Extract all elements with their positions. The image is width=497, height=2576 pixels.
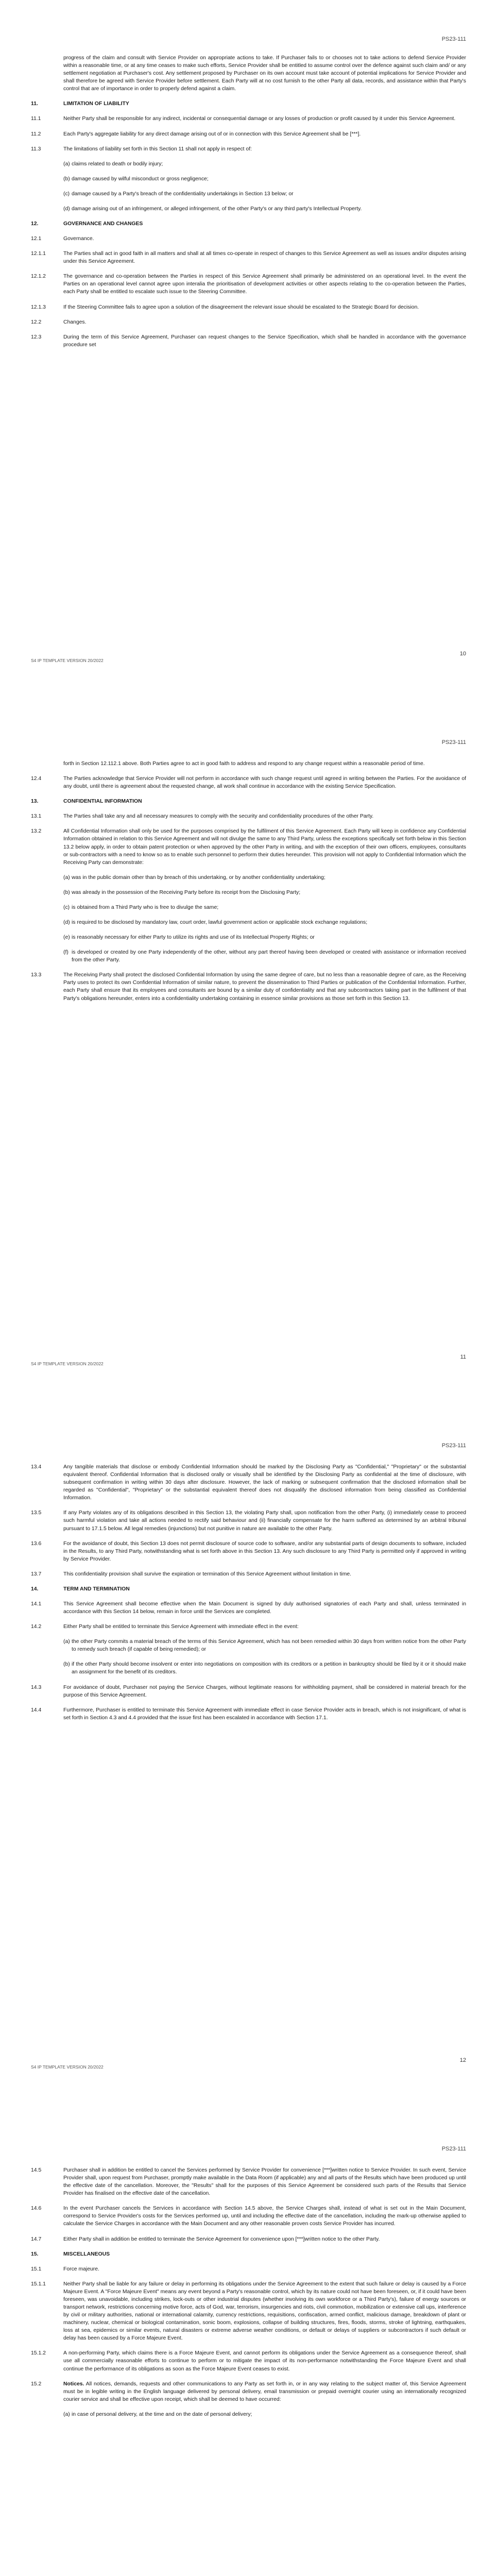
- document-reference: PS23-111: [441, 1443, 466, 1449]
- list-item: [63, 205, 466, 213]
- clause-13-6: [31, 1540, 466, 1563]
- list-text: is obtained from a Third Party who is free to divulge the same;: [72, 904, 219, 910]
- clause-number: 15.1.1: [31, 2281, 46, 2287]
- clause-15-2: [31, 2380, 466, 2403]
- list-label: (f): [63, 950, 68, 956]
- clause-number: 15.1.2: [31, 2350, 46, 2357]
- section-number: 15.: [31, 2251, 39, 2257]
- list-item: [63, 175, 466, 183]
- clause-11-2: [31, 130, 466, 138]
- page-number: 11: [460, 1354, 466, 1360]
- clause-number: 12.1.1: [31, 251, 46, 257]
- section-title: CONFIDENTIAL INFORMATION: [63, 799, 142, 805]
- clause-number: 14.7: [31, 2236, 42, 2242]
- list-text: in case of personal delivery, at the time and on the date of personal delivery;: [72, 2411, 252, 2417]
- page-11: [0, 703, 497, 1406]
- list-label: (c): [63, 904, 70, 910]
- clause-number: 12.1.2: [31, 274, 46, 280]
- clause-12-2: [31, 318, 466, 326]
- clause-text: Neither Party shall be responsible for any indirect, incidental or consequential damage or any losses of production or profit caused by it under this Service Agreement.: [63, 116, 456, 122]
- clause-number: 12.1: [31, 236, 42, 242]
- list-text: damage caused by a Party's breach of the confidentiality undertakings in Section 13 below; or: [72, 191, 294, 197]
- clause-14-1: [31, 1600, 466, 1616]
- section-12-heading: [31, 220, 466, 228]
- document-reference: PS23-111: [441, 2146, 466, 2152]
- list-text: damage caused by wilful misconduct or gross negligence;: [72, 176, 209, 182]
- clause-text: The governance and co-operation between the Parties in respect of this Service Agreement shall primarily be administered on an operational level. In the event the Parties on an operational level cannot agree upon interalia the prioritisation of development activities or other aspects relating to the co-operation between the Parties, each Party shall be entitled to escalate such issue to the Steering Committee.: [63, 274, 466, 295]
- clause-text: All Confidential Information shall only be used for the purposes comprised by the fulfilment of this Service Agreement. Each Party will keep in confidence any Confidential Information obtained in relation to this Service Agreement and will not divulge the same to any Third Party, unless the exceptions specifically set forth below in this Section 13.2 below apply, in order to obtain patent protection or when approved by the other Party in writing, and with the exception of their own officers, employees, consultants or sub-contractors with a need to know so as to enable such personnel to perform their duties hereunder. This provision will not apply to Confidential Information which the Receiving Party can demonstrate:: [63, 828, 466, 866]
- clause-text: Each Party's aggregate liability for any direct damage arising out of or in connection with this Service Agreement shall be [***].: [63, 131, 361, 137]
- list-text: was already in the possession of the Receiving Party before its receipt from the Disclosing Party;: [72, 889, 301, 895]
- list-item: [63, 160, 466, 168]
- section-number: 13.: [31, 799, 39, 805]
- clause-text: [63, 2380, 466, 2403]
- list-item: [63, 2411, 466, 2418]
- clause-15-1-2: [31, 2349, 466, 2372]
- section-number: 12.: [31, 221, 39, 227]
- clause-number: 13.6: [31, 1540, 42, 1547]
- clause-number: 14.6: [31, 2206, 42, 2212]
- clause-number: 13.5: [31, 1510, 42, 1516]
- clause-number: 13.2: [31, 828, 42, 835]
- page-content: [31, 1463, 466, 1729]
- clause-12-1: [31, 235, 466, 243]
- list-label: (a): [63, 874, 70, 880]
- document-reference: PS23-111: [441, 36, 466, 42]
- section-13-heading: [31, 798, 466, 805]
- clause-number: 15.1: [31, 2266, 42, 2272]
- clause-number: 13.7: [31, 1571, 42, 1577]
- list-text: was in the public domain other than by breach of this undertaking, or by another confidentiality undertaking;: [72, 874, 325, 880]
- list-text: damage arising out of an infringement, or alleged infringement, of the other Party's or any third party's Intellectual Property.: [72, 206, 362, 212]
- list-text: the other Party commits a material breach of the terms of this Service Agreement, which has not been remedied within 30 days from written notice from the other Party to remedy such breach (if capable of being remedied); or: [72, 1639, 466, 1653]
- clause-11-1: [31, 115, 466, 123]
- clause-number: 15.2: [31, 2381, 42, 2387]
- list-item: [63, 934, 466, 941]
- section-number: 11.: [31, 101, 38, 107]
- clause-13-3: [31, 971, 466, 1002]
- clause-text: Neither Party shall be liable for any failure or delay in performing its obligations under the Service Agreement to the extent that such failure or delay is caused by a Force Majeure Event. A "Force Majeure Event" means any event beyond a Party's reasonable control, which by its nature could not have been foreseen, or, if it could have been foreseen, was unavoidable, including strikes, lock-outs or other industrial disputes (whether involving its own workforce or a Third Party's), failure of energy sources or transport network, restrictions concerning motive force, acts of God, war, terrorism, insurgencies and riots, civil commotion, mobilization or extensive call ups, interference by civil or military authorities, national or international calamity, currency restrictions, requisitions, confiscation, armed conflict, malicious damage, breakdown of plant or machinery, nuclear, chemical or biological contamination, sonic boom, explosions, collapse of building structures, fires, floods, storms, stroke of lightning, earthquakes, loss at sea, epidemics or similar events, natural disasters or extreme adverse weather conditions, or default or delays of suppliers or subcontractors if such default or delay has been caused by a Force Majeure Event.: [63, 2281, 466, 2342]
- list-text: if the other Party should become insolvent or enter into negotiations on composition with its creditors or a petition in bankruptcy should be filed by it or it should make an assignment for the benefit of its creditors.: [72, 1662, 466, 1675]
- clause-number: 13.3: [31, 972, 42, 978]
- clause-number: 11.1: [31, 116, 41, 122]
- list-label: (e): [63, 935, 70, 941]
- clause-text: A non-performing Party, which claims there is a Force Majeure Event, and cannot perform its obligations under the Service Agreement as a consequence thereof, shall use all commercially reasonable efforts to continue to perform or to mitigate the impact of its non-performance notwithstanding the Force Majeure Event and shall continue the performance of its obligations as soon as the Force Majeure Event ceases to exist.: [63, 2350, 466, 2372]
- clause-number: 13.1: [31, 814, 42, 820]
- clause-text: The Receiving Party shall protect the disclosed Confidential Information by using the same degree of care, but no less than a reasonable degree of care, as the Receiving Party uses to protect its own Confidential Information of similar nature, to prevent the dissemination to Third Parties or publication of the Confidential Information. Further, each Party shall ensure that its employees and consultants are bound by a similar duty of confidentiality and that any subcontractors taking part in the fulfilment of that Party's obligations hereunder, enters into a confidentiality undertaking containing in essence similar provisions as those set forth in this Section 13.: [63, 972, 466, 1002]
- template-version: S4 IP TEMPLATE VERSION 20/2022: [31, 2064, 104, 2070]
- clause-14-5: [31, 2166, 466, 2197]
- clause-number: 13.4: [31, 1464, 42, 1470]
- page-content: [31, 2166, 466, 2426]
- clause-text: Governance.: [63, 236, 94, 242]
- section-title: TERM AND TERMINATION: [63, 1586, 130, 1592]
- clause-13-7: [31, 1570, 466, 1578]
- clause-14-3: [31, 1684, 466, 1699]
- list-label: (d): [63, 920, 70, 926]
- clause-number: 11.2: [31, 131, 41, 137]
- clause-14-7: [31, 2235, 466, 2243]
- clause-text: Furthermore, Purchaser is entitled to terminate this Service Agreement with immediate effect in case Service Provider acts in breach, which is not insignificant, of what is set forth in Section 4.3 and 4.4 provided that the issue first has been escalated in accordance with Section 17.1.: [63, 1707, 466, 1721]
- clause-15-1-1: [31, 2280, 466, 2343]
- clause-15-1: [31, 2265, 466, 2273]
- list-text: is required to be disclosed by mandatory law, court order, lawful government action or applicable stock exchange regulations;: [72, 920, 368, 926]
- clause-text: Either Party shall be entitled to terminate this Service Agreement with immediate effect in the event:: [63, 1624, 299, 1630]
- list-item: [63, 948, 466, 964]
- clause-text: If the Steering Committee fails to agree upon a solution of the disagreement the relevant issue should be escalated to the Strategic Board for decision.: [63, 304, 419, 310]
- list-text: is reasonably necessary for either Party to utilize its rights and use of its Intellectual Property Rights; or: [72, 935, 315, 941]
- clause-13-4: [31, 1463, 466, 1502]
- section-15-heading: [31, 2250, 466, 2258]
- clause-text: If any Party violates any of its obligations described in this Section 13, the violating Party shall, upon notification from the other Party, (i) immediately cease to proceed such harmful violation and take all actions needed to rectify said behaviour and (ii) financially compensate for the harm suffered as determined by an arbitral tribunal pursuant to 17.1.5 below. All legal remedies (injunctions) but not punitive in nature are available to the other Party.: [63, 1510, 466, 1532]
- clause-text: The Parties acknowledge that Service Provider will not perform in accordance with such change request until agreed in writing between the Parties. For the avoidance of any doubt, until there is agreement about the requested change, all work shall continue in accordance with the existing Service Specification.: [63, 776, 466, 790]
- clause-text: The Parties shall take any and all necessary measures to comply with the security and confidentiality procedures of the other Party.: [63, 814, 374, 820]
- list-item: [63, 874, 466, 882]
- continued-paragraph: progress of the claim and consult with Service Provider on appropriate actions to take. If Purchaser fails to or chooses not to take actions to defend Service Provider within a reasonable time, or at any time ceases to make such efforts, Service Provider shall be entitled to assume control over the defence against such claim and/ or any settlement negotiation at Purchaser's cost. Any settlement proposed by Purchaser on its own account must take account of potential implications for Service Provider and shall therefore be agreed with Service Provider before settlement. Each Party will at no cost furnish to the other Party all data, records, and assistance within that Party's control that are of importance in order to properly defend against a claim.: [63, 55, 466, 92]
- list-label: (d): [63, 206, 70, 212]
- clause-12-1-3: [31, 303, 466, 311]
- list-item: [63, 1660, 466, 1676]
- clause-bold-lead: Notices.: [63, 2381, 84, 2387]
- clause-number: 14.3: [31, 1684, 42, 1690]
- clause-number: 12.3: [31, 334, 42, 340]
- page-12: [0, 1406, 497, 2110]
- page-number: 12: [459, 2057, 466, 2063]
- clause-number: 12.4: [31, 776, 42, 782]
- clause-text: This confidentiality provision shall survive the expiration or termination of this Service Agreement without limitation in time.: [63, 1571, 352, 1577]
- clause-text: During the term of this Service Agreement, Purchaser can request changes to the Service Specification, which shall be handled in accordance with the governance procedure set: [63, 334, 466, 348]
- list-item: [63, 190, 466, 198]
- clause-number: 11.3: [31, 146, 41, 152]
- list-item: [63, 1638, 466, 1653]
- clause-13-5: [31, 1509, 466, 1532]
- clause-text: The limitations of liability set forth in this Section 11 shall not apply in respect of:: [63, 146, 252, 152]
- clause-11-3: [31, 145, 466, 153]
- section-title: MISCELLANEOUS: [63, 2251, 110, 2257]
- list-label: (a): [63, 161, 70, 167]
- section-number: 14.: [31, 1586, 39, 1592]
- list-text: claims related to death or bodily injury;: [72, 161, 163, 167]
- section-title: LIMITATION OF LIABILITY: [63, 101, 129, 107]
- clause-14-4: [31, 1706, 466, 1722]
- clause-14-2: [31, 1623, 466, 1631]
- page-content: [31, 760, 466, 1010]
- clause-number: 14.4: [31, 1707, 42, 1713]
- document-reference: PS23-111: [441, 739, 466, 745]
- page-13: [0, 2110, 497, 2576]
- clause-12-1-1: [31, 250, 466, 265]
- list-text: is developed or created by one Party independently of the other, without any part thereof having been developed or created with assistance or information received from the other Party.: [72, 950, 466, 963]
- clause-number: 12.2: [31, 319, 42, 325]
- clause-number: 14.2: [31, 1624, 42, 1630]
- clause-14-6: [31, 2205, 466, 2228]
- list-label: (a): [63, 2411, 70, 2417]
- section-14-heading: [31, 1585, 466, 1593]
- clause-body: All notices, demands, requests and other communications to any Party as set forth in, or in any way relating to the subject matter of, this Service Agreement must be in legible writing in the English language delivered by personal delivery, email transmission or prepaid overnight courier using an internationally recognized courier service and shall be effective upon receipt, which shall be deemed to have occurred:: [63, 2381, 466, 2402]
- clause-13-2: [31, 827, 466, 866]
- list-label: (b): [63, 889, 70, 895]
- clause-text: Any tangible materials that disclose or embody Confidential Information should be marked by the Disclosing Party as "Confidential," "Proprietary" or the substantial equivalent thereof. Confidential Information that is disclosed orally or visually shall be identified by the Disclosing Party as confidential at the time of disclosure, with subsequent confirmation in writing within 30 days after disclosure. However, the lack of marking or subsequent confirmation that the disclosed information shall be regarded as "Confidential", "Proprietary" or the substantial equivalent thereof does not disqualify the disclosed information from being classified as Confidential Information.: [63, 1464, 466, 1501]
- clause-text: The Parties shall act in good faith in all matters and shall at all times co-operate in respect of changes to this Service Agreement as well as issues and/or disputes arising under this Service Agreement.: [63, 251, 466, 265]
- list-item: [63, 889, 466, 896]
- clause-text: For the avoidance of doubt, this Section 13 does not permit disclosure of source code to software, and/or any substantial parts of design documents to software, included in the Results, to any Third Party, notwithstanding what is set forth above in this Section 13. Any such disclosure to any Third Party is permitted only if approved in writing by Service Provider.: [63, 1540, 466, 1562]
- clause-number: 14.5: [31, 2167, 42, 2173]
- clause-text: Force majeure.: [63, 2266, 99, 2272]
- clause-number: 12.1.3: [31, 304, 46, 310]
- continued-paragraph: forth in Section 12.112.1 above. Both Parties agree to act in good faith to address and respond to any change request within a reasonable period of time.: [63, 761, 425, 767]
- page-content: [31, 54, 466, 356]
- clause-text: Either Party shall in addition be entitled to terminate the Service Agreement for convenience upon [***]written notice to the other Party.: [63, 2236, 380, 2242]
- list-item: [63, 904, 466, 911]
- template-version: S4 IP TEMPLATE VERSION 20/2022: [31, 1361, 104, 1366]
- page-number: 10: [459, 651, 466, 657]
- clause-12-4: [31, 775, 466, 790]
- clause-text: Changes.: [63, 319, 87, 325]
- clause-13-1: [31, 812, 466, 820]
- list-item: [63, 919, 466, 926]
- list-label: (a): [63, 1639, 70, 1645]
- list-label: (b): [63, 1662, 70, 1668]
- clause-text: In the event Purchaser cancels the Services in accordance with Section 14.5 above, the Service Charges shall, instead of what is set out in the Main Document, correspond to Service Provider's costs for the Services performed up, until and including the effective date of the cancellation, including the mark-up otherwise applied to calculate the Service Charges in accordance with the Main Document and any other reasonable proven costs Service Provider has incurred.: [63, 2206, 466, 2227]
- list-label: (c): [63, 191, 70, 197]
- section-title: GOVERNANCE AND CHANGES: [63, 221, 143, 227]
- section-11-heading: [31, 100, 466, 108]
- clause-text: For avoidance of doubt, Purchaser not paying the Service Charges, without legitimate reasons for withholding payment, shall be considered in material breach for the purpose of this Service Agreement.: [63, 1684, 466, 1698]
- clause-12-3: [31, 333, 466, 349]
- page-10: [0, 0, 497, 703]
- clause-number: 14.1: [31, 1601, 42, 1607]
- clause-text: Purchaser shall in addition be entitled to cancel the Services performed by Service Provider for convenience [***]written notice to Service Provider. In such event, Service Provider shall, upon request from Purchaser, promptly make available in the Data Room (if applicable) any and all parts of the Results which have been produced up until the effective date of the cancellation. Moreover, the "Results" shall for the purposes of this Service Agreement be considered such parts of the Results that Service Provider has finalised on the effective date of the cancellation.: [63, 2167, 466, 2197]
- list-label: (b): [63, 176, 70, 182]
- clause-12-1-2: [31, 273, 466, 296]
- template-version: S4 IP TEMPLATE VERSION 20/2022: [31, 658, 104, 663]
- clause-text: This Service Agreement shall become effective when the Main Document is signed by duly authorised signatories of each Party and shall, unless terminated in accordance with this Section 14 below, remain in force until the Services are completed.: [63, 1601, 466, 1615]
